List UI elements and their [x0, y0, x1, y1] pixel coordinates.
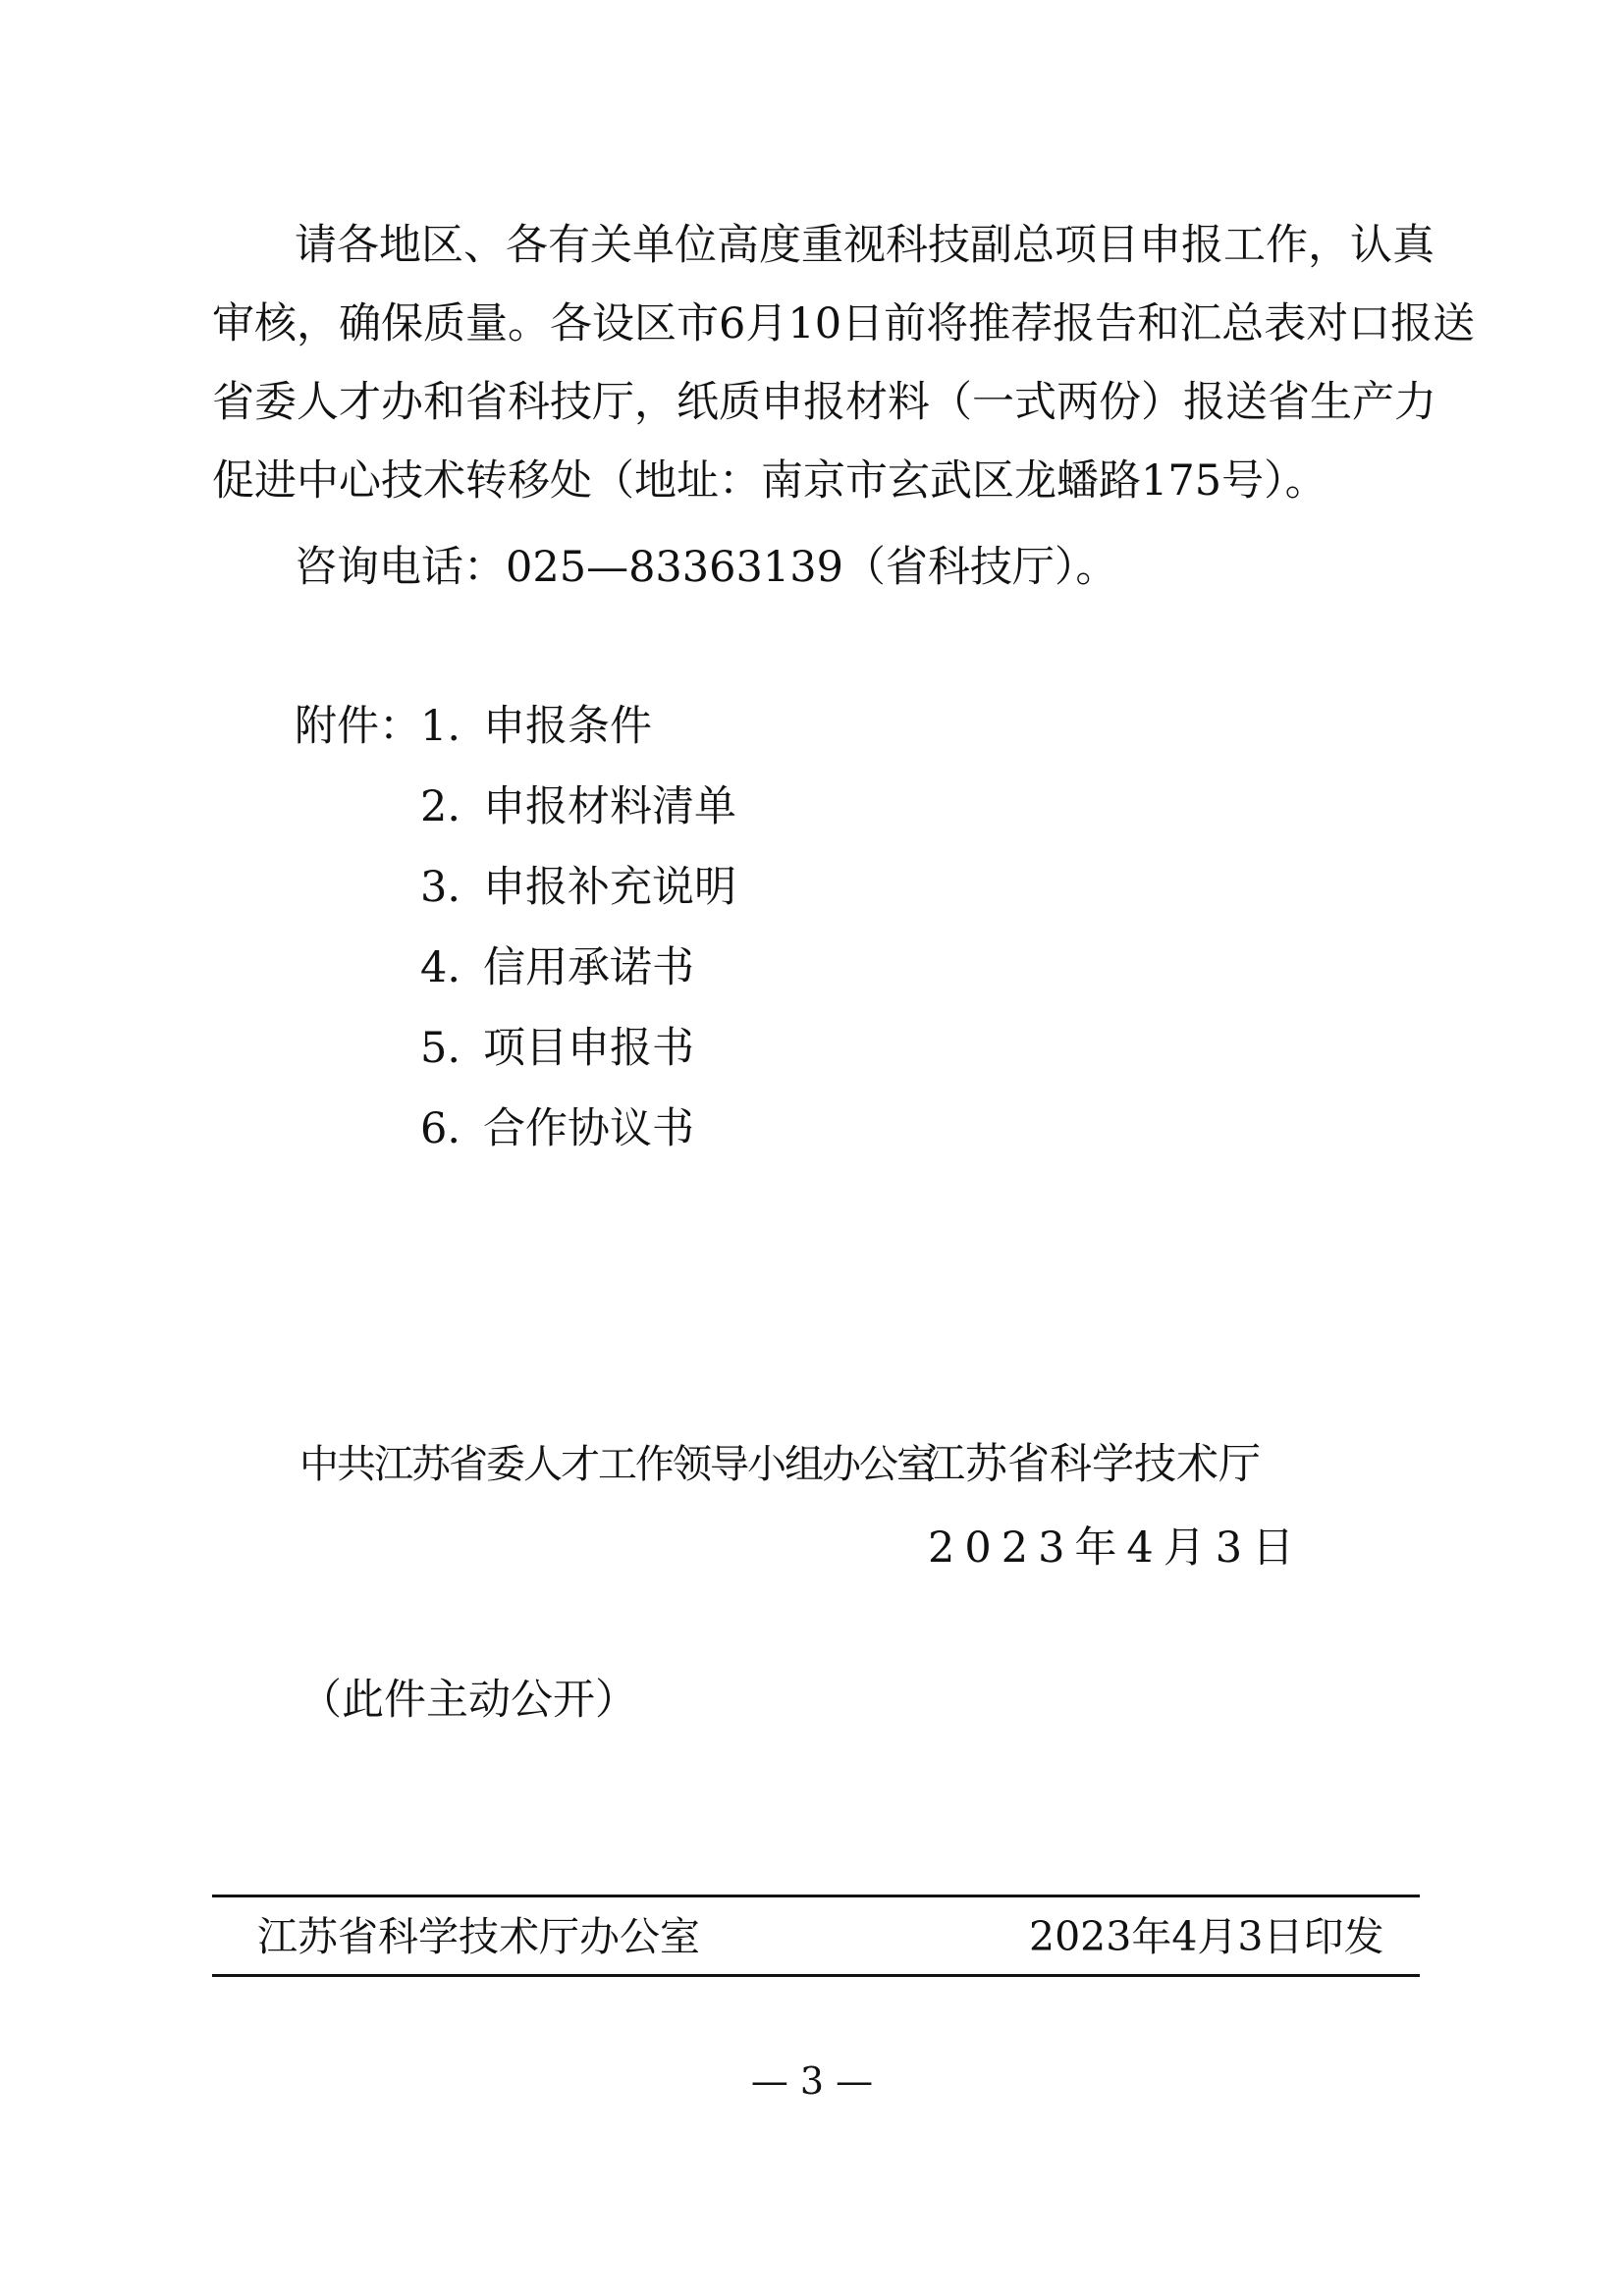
footer-issuer: 江苏省科学技术厅办公室	[257, 1913, 700, 1960]
footer-bottom-rule	[212, 1974, 1420, 1977]
attachment-number: 2.	[420, 782, 461, 831]
paragraph-1-line-4: 促进中心技术转移处（地址：南京市玄武区龙蟠路175号）。	[212, 456, 1327, 506]
page-number: — 3 —	[750, 2059, 874, 2103]
attachment-item	[420, 1009, 694, 1088]
attachments-label: 附件：	[295, 702, 421, 751]
paragraph-1-line-3: 省委人才办和省科技厅，纸质申报材料（一式两份）报送省生产力	[212, 378, 1436, 427]
contact-phone-line: 咨询电话：025—83363139（省科技厅）。	[295, 543, 1118, 592]
attachment-title: 申报条件	[483, 702, 652, 751]
attachment-number: 4.	[420, 943, 461, 992]
attachment-title: 申报补充说明	[483, 863, 736, 912]
signature-org-1: 中共江苏省委人才工作领导小组办公室	[299, 1442, 934, 1487]
disclosure-note: （此件主动公开）	[299, 1676, 637, 1725]
attachment-title: 项目申报书	[483, 1024, 694, 1073]
attachment-number: 3.	[420, 863, 461, 912]
footer-issue-date: 2023年4月3日印发	[1029, 1913, 1384, 1960]
signature-org-2: 江苏省科学技术厅	[923, 1440, 1261, 1489]
attachment-title: 合作协议书	[483, 1104, 694, 1153]
attachment-title: 信用承诺书	[483, 943, 694, 992]
attachment-item	[420, 1090, 694, 1168]
attachment-item	[420, 768, 736, 846]
paragraph-1-line-1: 请各地区、各有关单位高度重视科技副总项目申报工作，认真	[295, 221, 1435, 270]
footer-top-rule	[212, 1895, 1420, 1897]
attachment-item	[420, 848, 736, 927]
attachment-number: 1.	[420, 702, 461, 751]
attachment-item	[420, 687, 652, 766]
signature-date: 2023年4月3日	[928, 1523, 1305, 1573]
attachment-title: 申报材料清单	[483, 782, 736, 831]
attachment-item	[420, 929, 694, 1007]
attachment-number: 6.	[420, 1104, 461, 1153]
attachment-number: 5.	[420, 1024, 461, 1073]
paragraph-1-line-2: 审核，确保质量。各设区市6月10日前将推荐报告和汇总表对口报送	[212, 299, 1476, 348]
